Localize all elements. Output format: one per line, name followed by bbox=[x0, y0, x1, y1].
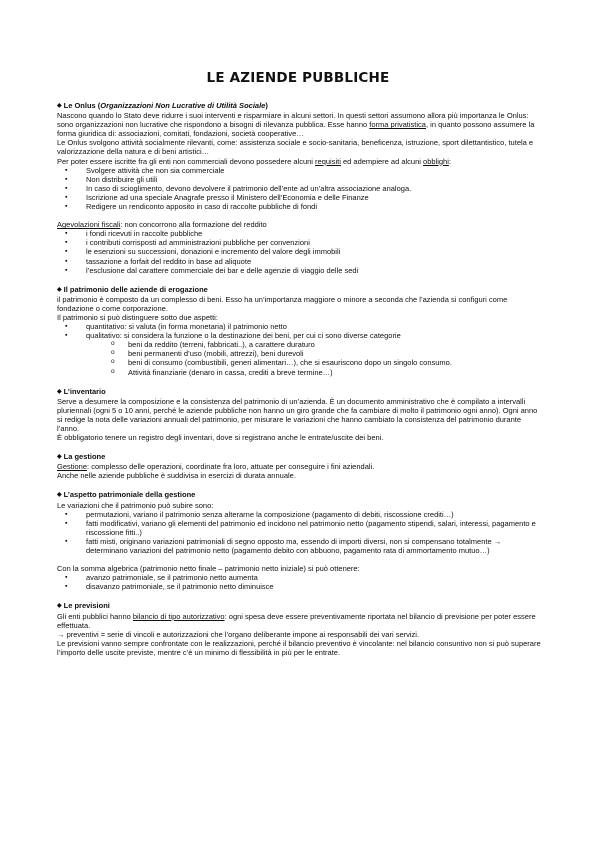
diamond-bullet-icon: ◆ bbox=[57, 286, 62, 293]
list-item: ▪ i fondi ricevuti in raccolte pubbliche bbox=[57, 229, 541, 238]
list-item: ▪ Non distribuire gli utili bbox=[57, 175, 541, 184]
list-item: ▪ le esenzioni su successioni, donazioni e incremento del valore degli immobili bbox=[57, 247, 541, 256]
document-body bbox=[57, 101, 541, 657]
paragraph: Serve a desumere la composizione e la consistenza del patrimonio di un’azienda. È un documento amministrativo che è compilato a intervalli pluriennali (ogni 5 o 10 anni, perché le aziende pubbliche non hanno un giro grande che fa cambiare di molto il patrimonio ogni anno). Ogni anno si redige la nota delle variazioni annuali del patrimonio, per misurare le variazioni che hanno cambiato la consistenza del patrimonio durante l’anno. bbox=[57, 396, 538, 433]
categories-sublist bbox=[57, 340, 541, 376]
paragraph: Anche nelle aziende pubbliche è suddivisa in esercizi di durata annuale. bbox=[57, 471, 296, 481]
paragraph: Le variazioni che il patrimonio può subire sono: bbox=[57, 500, 214, 510]
page-title: LE AZIENDE PUBBLICHE bbox=[206, 70, 390, 86]
sub-list-item: o beni di consumo (combustibili, generi alimentari…), che si esauriscono dopo un singolo consumo. bbox=[57, 358, 541, 367]
list-item: ▪ tassazione a forfait del reddito in base ad aliquote bbox=[57, 257, 541, 266]
paragraph: Gestione: complesso delle operazioni, coordinate fra loro, attuate per conseguire i fini aziendali. bbox=[57, 462, 375, 472]
list-item: ▪ fatti misti, originano variazioni patrimoniali di segno opposto ma, essendo di importi diversi, non si compensano totalmente → determinano variazioni del patrimonio netto (pagamento debito con abbuono, pagamento rata di ammortamento mutuo…) bbox=[57, 537, 541, 555]
paragraph: Agevolazioni fiscali: non concorrono alla formazione del reddito bbox=[57, 220, 267, 230]
list-item: ▪ fatti modificativi, variano gli elementi del patrimonio ed incidono nel patrimonio netto (pagamento stipendi, salari, interessi, pagamento e riscossione fitti..) bbox=[57, 519, 541, 537]
list-item: ▪ Redigere un rendiconto apposito in caso di raccolte pubbliche di fondi bbox=[57, 202, 541, 211]
section-heading-gestione: ◆ La gestione bbox=[57, 452, 106, 462]
list-item: ▪ permutazioni, variano il patrimonio senza alterarne la composizione (pagamento di debiti, riscossione crediti…) bbox=[57, 510, 541, 519]
paragraph: il patrimonio è composto da un complesso di beni. Esso ha un’importanza maggiore o minore a seconda che l’azienda si configuri come fondazione o come corporazione. bbox=[57, 294, 508, 313]
list-item: ▪ quantitativo: si valuta (in forma monetaria) il patrimonio netto bbox=[57, 322, 541, 331]
paragraph: Gli enti pubblici hanno bilancio di tipo autorizzativo: ogni spesa deve essere preventivamente riportata nel bilancio di previsione per poter essere effettuata. bbox=[57, 611, 536, 630]
sub-list-item: o beni permanenti d’uso (mobili, attrezzi), beni durevoli bbox=[57, 349, 541, 358]
list-item: ▪ Svolgere attività che non sia commerciale bbox=[57, 166, 541, 175]
tax-benefits-list bbox=[57, 229, 541, 274]
section-heading-patrimonio: ◆ Il patrimonio delle aziende di erogazione bbox=[57, 284, 208, 294]
paragraph: Nascono quando lo Stato deve ridurre i suoi interventi e risparmiare in alcuni settori. In questi settori assumono allora più importanza le Onlus: sono organizzazioni non lucrative che rispondono a bisogni di rilevanza pubblica. Esse hanno forma privatistica, in quanto possono assumere la forma giuridica di: associazioni, comitati, fondazioni, società cooperative… bbox=[57, 111, 535, 139]
sub-list-item: o beni da reddito (terreni, fabbricati..), a carattere duraturo bbox=[57, 340, 541, 349]
paragraph: È obbligatorio tenere un registro degli inventari, dove si registrano anche le entrate/uscite dei beni. bbox=[57, 433, 384, 443]
section-heading-onlus: ◆ Le Onlus (Organizzazioni Non Lucrative di Utilità Sociale) bbox=[57, 101, 268, 110]
section-heading-previsioni: ◆ Le previsioni bbox=[57, 601, 110, 611]
paragraph: → preventivi = serie di vincoli e autorizzazioni che l’organo deliberante impone ai responsabili dei vari servizi. bbox=[57, 629, 420, 639]
requirements-list bbox=[57, 166, 541, 211]
results-list bbox=[57, 573, 541, 591]
paragraph: Con la somma algebrica (patrimonio netto finale – patrimonio netto iniziale) si può ottenere: bbox=[57, 564, 360, 574]
diamond-bullet-icon: ◆ bbox=[57, 454, 62, 461]
paragraph: Le previsioni vanno sempre confrontate con le realizzazioni, perché il bilancio preventivo è vincolante: nel bilancio consuntivo non si può superare l’importo delle uscite previste, mentre c’è un minimo di flessibilità in più per le entrate. bbox=[57, 638, 541, 657]
list-item: ▪ In caso di scioglimento, devono devolvere il patrimonio dell’ente ad un’altra associazione analoga. bbox=[57, 184, 541, 193]
list-item: ▪ l’esclusione dal carattere commerciale dei bar e delle agenzie di viaggio delle sedi bbox=[57, 266, 541, 275]
diamond-bullet-icon: ◆ bbox=[57, 603, 62, 610]
paragraph: Per poter essere iscritte fra gli enti non commerciali devono possedere alcuni requisiti ed adempiere ad alcuni obblighi: bbox=[57, 156, 451, 166]
list-item: ▪ i contributi corrisposti ad amministrazioni pubbliche per convenzioni bbox=[57, 238, 541, 247]
section-heading-aspetto-patrimoniale: ◆ L’aspetto patrimoniale della gestione bbox=[57, 490, 196, 500]
paragraph: Il patrimonio si può distinguere sotto due aspetti: bbox=[57, 312, 218, 322]
diamond-bullet-icon: ◆ bbox=[57, 103, 62, 109]
list-item: ▪ disavanzo patrimoniale, se il patrimonio netto diminuisce bbox=[57, 582, 541, 591]
variations-list bbox=[57, 510, 541, 555]
list-item: ▪ Iscrizione ad una speciale Anagrafe presso il Ministero dell’Economia e delle Finanze bbox=[57, 193, 541, 202]
paragraph: Le Onlus svolgono attività socialmente rilevanti, come: assistenza sociale e socio-sanitaria, beneficenza, istruzione, sport dilettantistico, tutela e valorizzazione della natura e di beni artistici… bbox=[57, 138, 534, 157]
list-item: ▪ qualitativo: si considera la funzione o la destinazione dei beni, per cui ci sono diverse categorie bbox=[57, 331, 541, 340]
list-item: ▪ avanzo patrimoniale, se il patrimonio netto aumenta bbox=[57, 573, 541, 582]
aspects-list bbox=[57, 322, 541, 340]
diamond-bullet-icon: ◆ bbox=[57, 388, 62, 395]
diamond-bullet-icon: ◆ bbox=[57, 492, 62, 499]
sub-list-item: o Attività finanziarie (denaro in cassa, crediti a breve termine…) bbox=[57, 368, 541, 377]
section-heading-inventario: ◆ L’inventario bbox=[57, 386, 106, 396]
